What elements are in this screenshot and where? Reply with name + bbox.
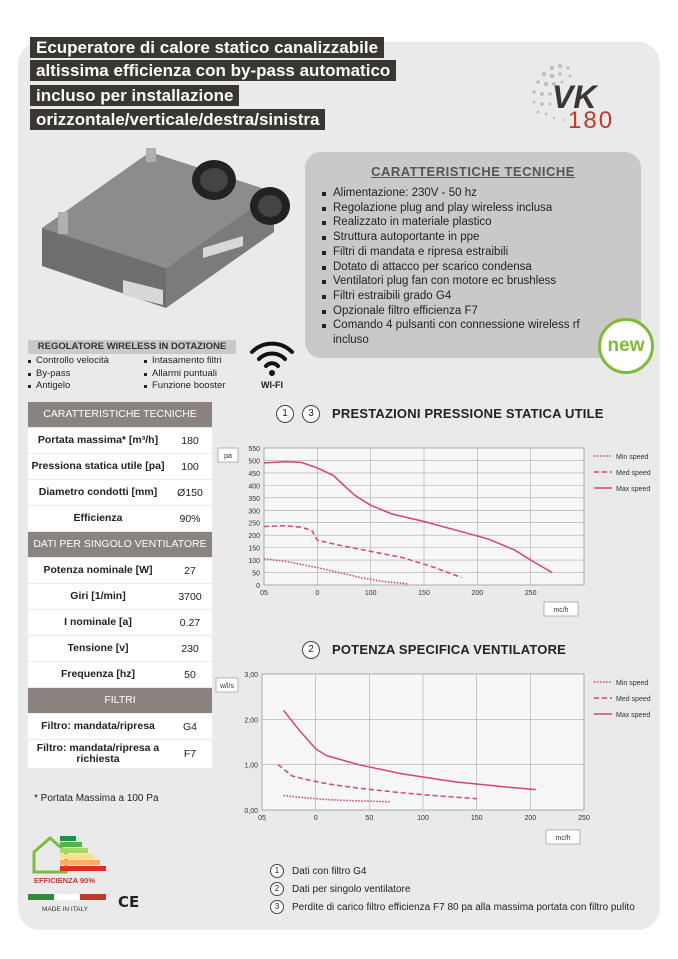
y-tick-label: 2,00 — [244, 717, 258, 725]
row-value: 180 — [181, 434, 199, 447]
y-tick-label: 0,00 — [244, 808, 258, 815]
row-label: Diametro condotti [mm] — [38, 486, 158, 498]
spec-item: Opzionale filtro efficienza F7 — [321, 304, 603, 319]
title-line-2: altissima efficienza con by-pass automatico — [30, 60, 396, 81]
table-row — [28, 558, 212, 583]
spec-item: Realizzato in materiale plastico — [321, 215, 603, 230]
x-tick-label: 100 — [417, 815, 429, 822]
regulator-feature: Controllo velocità — [28, 355, 109, 368]
footnote: * Portata Massima a 100 Pa — [34, 793, 159, 804]
table-row — [28, 480, 212, 505]
row-label: Frequenza [hz] — [60, 668, 136, 680]
row-value: 27 — [184, 564, 196, 577]
regulator-feature: Intasamento filtri — [144, 355, 225, 368]
new-badge: new — [598, 318, 654, 374]
spec-item: Regolazione plug and play wireless inclusa — [321, 201, 603, 216]
y-tick-label: 0 — [256, 583, 260, 590]
note-text: Dati con filtro G4 — [292, 865, 367, 877]
row-value: 90% — [179, 512, 201, 525]
row-value: G4 — [182, 720, 197, 733]
y-tick-label: 250 — [248, 520, 260, 528]
made-in-italy-label: MADE IN ITALY — [42, 906, 88, 913]
chart1-badge: 3 — [302, 405, 320, 423]
spec-table — [28, 402, 212, 769]
table-row — [28, 610, 212, 635]
title-line-4: orizzontale/verticale/destra/sinistra — [30, 109, 325, 130]
energy-efficiency-label: EFFICIENZA 90% — [34, 876, 95, 885]
spec-item: Ventilatori plug fan con motore ec brushless — [321, 274, 603, 289]
chart1-badge: 1 — [276, 405, 294, 423]
y-tick-label: 100 — [248, 558, 260, 566]
note-item — [270, 880, 635, 898]
note-number: 3 — [270, 900, 284, 914]
row-value: 0.27 — [179, 616, 201, 629]
row-label: Giri [1/min] — [70, 590, 126, 602]
technical-features-list — [321, 186, 603, 348]
legend-label: Med speed — [616, 470, 651, 477]
logo-brand: VK — [552, 79, 597, 115]
y-tick-label: 300 — [248, 508, 260, 516]
note-text: Perdite di carico filtro efficienza F7 80 pa alla massima portata con filtro pulito — [292, 901, 635, 913]
spec-item: Comando 4 pulsanti con connessione wireless rf incluso — [321, 318, 603, 347]
x-tick-label: 0 — [313, 815, 318, 822]
table-row — [28, 454, 212, 479]
wifi-label: WI-FI — [261, 380, 283, 390]
legend-label: Med speed — [616, 696, 651, 703]
x-tick-label: 50 — [365, 815, 374, 822]
legend-label: Max speed — [616, 486, 651, 493]
static-pressure-chart — [214, 440, 660, 620]
row-label: Filtro: mandata/ripresa — [41, 720, 155, 732]
note-item — [270, 898, 635, 916]
row-label: Efficienza — [73, 512, 123, 524]
note-number: 1 — [270, 864, 284, 878]
spec-item: Alimentazione: 230V - 50 hz — [321, 186, 603, 201]
table-row — [28, 584, 212, 609]
x-tick-label: 200 — [524, 815, 537, 822]
row-label: Portata massima* [m³/h] — [37, 434, 159, 446]
spec-item: Dotato di attacco per scarico condensa — [321, 260, 603, 275]
x-tick-label: 250 — [578, 815, 590, 822]
row-label: Tensione [v] — [67, 642, 129, 654]
y-tick-label: 550 — [248, 446, 260, 453]
y-axis-label: w/l/s — [220, 683, 234, 690]
title-line-3: incluso per installazione — [30, 85, 239, 106]
regulator-feature: Allarmi puntuali — [144, 368, 225, 381]
x-tick-label: 250 — [524, 590, 537, 597]
recuperator-unit-image — [38, 140, 300, 330]
row-value: F7 — [183, 748, 197, 760]
y-tick-label: 500 — [248, 458, 260, 466]
y-tick-label: 400 — [248, 483, 260, 491]
spec-item: Filtri estraibili grado G4 — [321, 289, 603, 304]
legend-label: Max speed — [616, 712, 651, 719]
specific-power-chart — [214, 668, 660, 850]
note-number: 2 — [270, 882, 284, 896]
row-value: Ø150 — [177, 486, 203, 499]
y-tick-label: 150 — [248, 545, 260, 553]
legend-label: Min speed — [616, 680, 649, 687]
row-label: I nominale [a] — [64, 616, 132, 628]
table-row — [28, 714, 212, 739]
row-label: Potenza nominale [W] — [43, 564, 153, 576]
x-tick-label: 150 — [418, 590, 430, 597]
row-value: 3700 — [178, 590, 202, 603]
regulator-title: REGOLATORE WIRELESS IN DOTAZIONE — [28, 340, 236, 354]
table-section-header: DATI PER SINGOLO VENTILATORE — [28, 532, 212, 557]
spec-item: Filtri di mandata e ripresa estraibili — [321, 245, 603, 260]
x-tick-label: 150 — [470, 815, 483, 822]
x-tick-label: 0 — [315, 590, 320, 597]
x-tick-label: 100 — [364, 590, 377, 597]
row-value: 100 — [181, 460, 199, 473]
row-label: Pressiona statica utile [pa] — [31, 460, 165, 472]
y-tick-label: 50 — [252, 570, 260, 578]
note-item — [270, 862, 635, 880]
table-row — [28, 662, 212, 687]
note-text: Dati per singolo ventilatore — [292, 883, 411, 895]
vk180-logo — [522, 56, 642, 132]
logo-model: 180 — [568, 107, 615, 132]
y-tick-label: 1,00 — [244, 762, 258, 770]
title-line-1: Ecuperatore di calore statico canalizzabile — [30, 37, 384, 58]
y-tick-label: 450 — [248, 470, 260, 478]
wifi-icon — [248, 336, 296, 388]
regulator-list-right — [144, 355, 225, 393]
regulator-feature: By-pass — [28, 368, 109, 381]
table-section-header: FILTRI — [28, 688, 212, 713]
y-tick-label: 200 — [248, 533, 260, 541]
x-tick-label: 05 — [260, 590, 268, 597]
x-tick-label: 05 — [258, 815, 266, 822]
x-axis-label: mc/h — [555, 835, 571, 842]
regulator-feature: Antigelo — [28, 380, 109, 393]
italy-flag-icon — [28, 894, 106, 900]
technical-features-box — [305, 152, 641, 358]
technical-features-title: CARATTERISTICHE TECNICHE — [371, 164, 575, 179]
y-axis-label: pa — [224, 453, 232, 460]
chart1-title: PRESTAZIONI PRESSIONE STATICA UTILE — [332, 406, 604, 421]
row-label: Filtro: mandata/ripresa a richiesta — [36, 742, 160, 765]
regulator-feature: Funzione booster — [144, 380, 225, 393]
x-axis-label: mc/h — [553, 607, 569, 614]
y-tick-label: 350 — [248, 495, 260, 503]
chart2-badge: 2 — [302, 641, 320, 659]
spec-item: Struttura autoportante in ppe — [321, 230, 603, 245]
ce-mark: CE — [118, 893, 140, 911]
legend-label: Min speed — [616, 454, 649, 461]
table-row — [28, 428, 212, 453]
x-tick-label: 200 — [471, 590, 484, 597]
notes-list — [270, 862, 635, 916]
table-section-header: CARATTERISTICHE TECNICHE — [28, 402, 212, 427]
regulator-list-left — [28, 355, 109, 393]
table-row — [28, 506, 212, 531]
y-tick-label: 3,00 — [244, 672, 258, 679]
row-value: 50 — [184, 668, 196, 681]
table-row — [28, 636, 212, 661]
row-value: 230 — [181, 642, 199, 655]
chart2-title: POTENZA SPECIFICA VENTILATORE — [332, 642, 567, 657]
table-row — [28, 740, 212, 768]
